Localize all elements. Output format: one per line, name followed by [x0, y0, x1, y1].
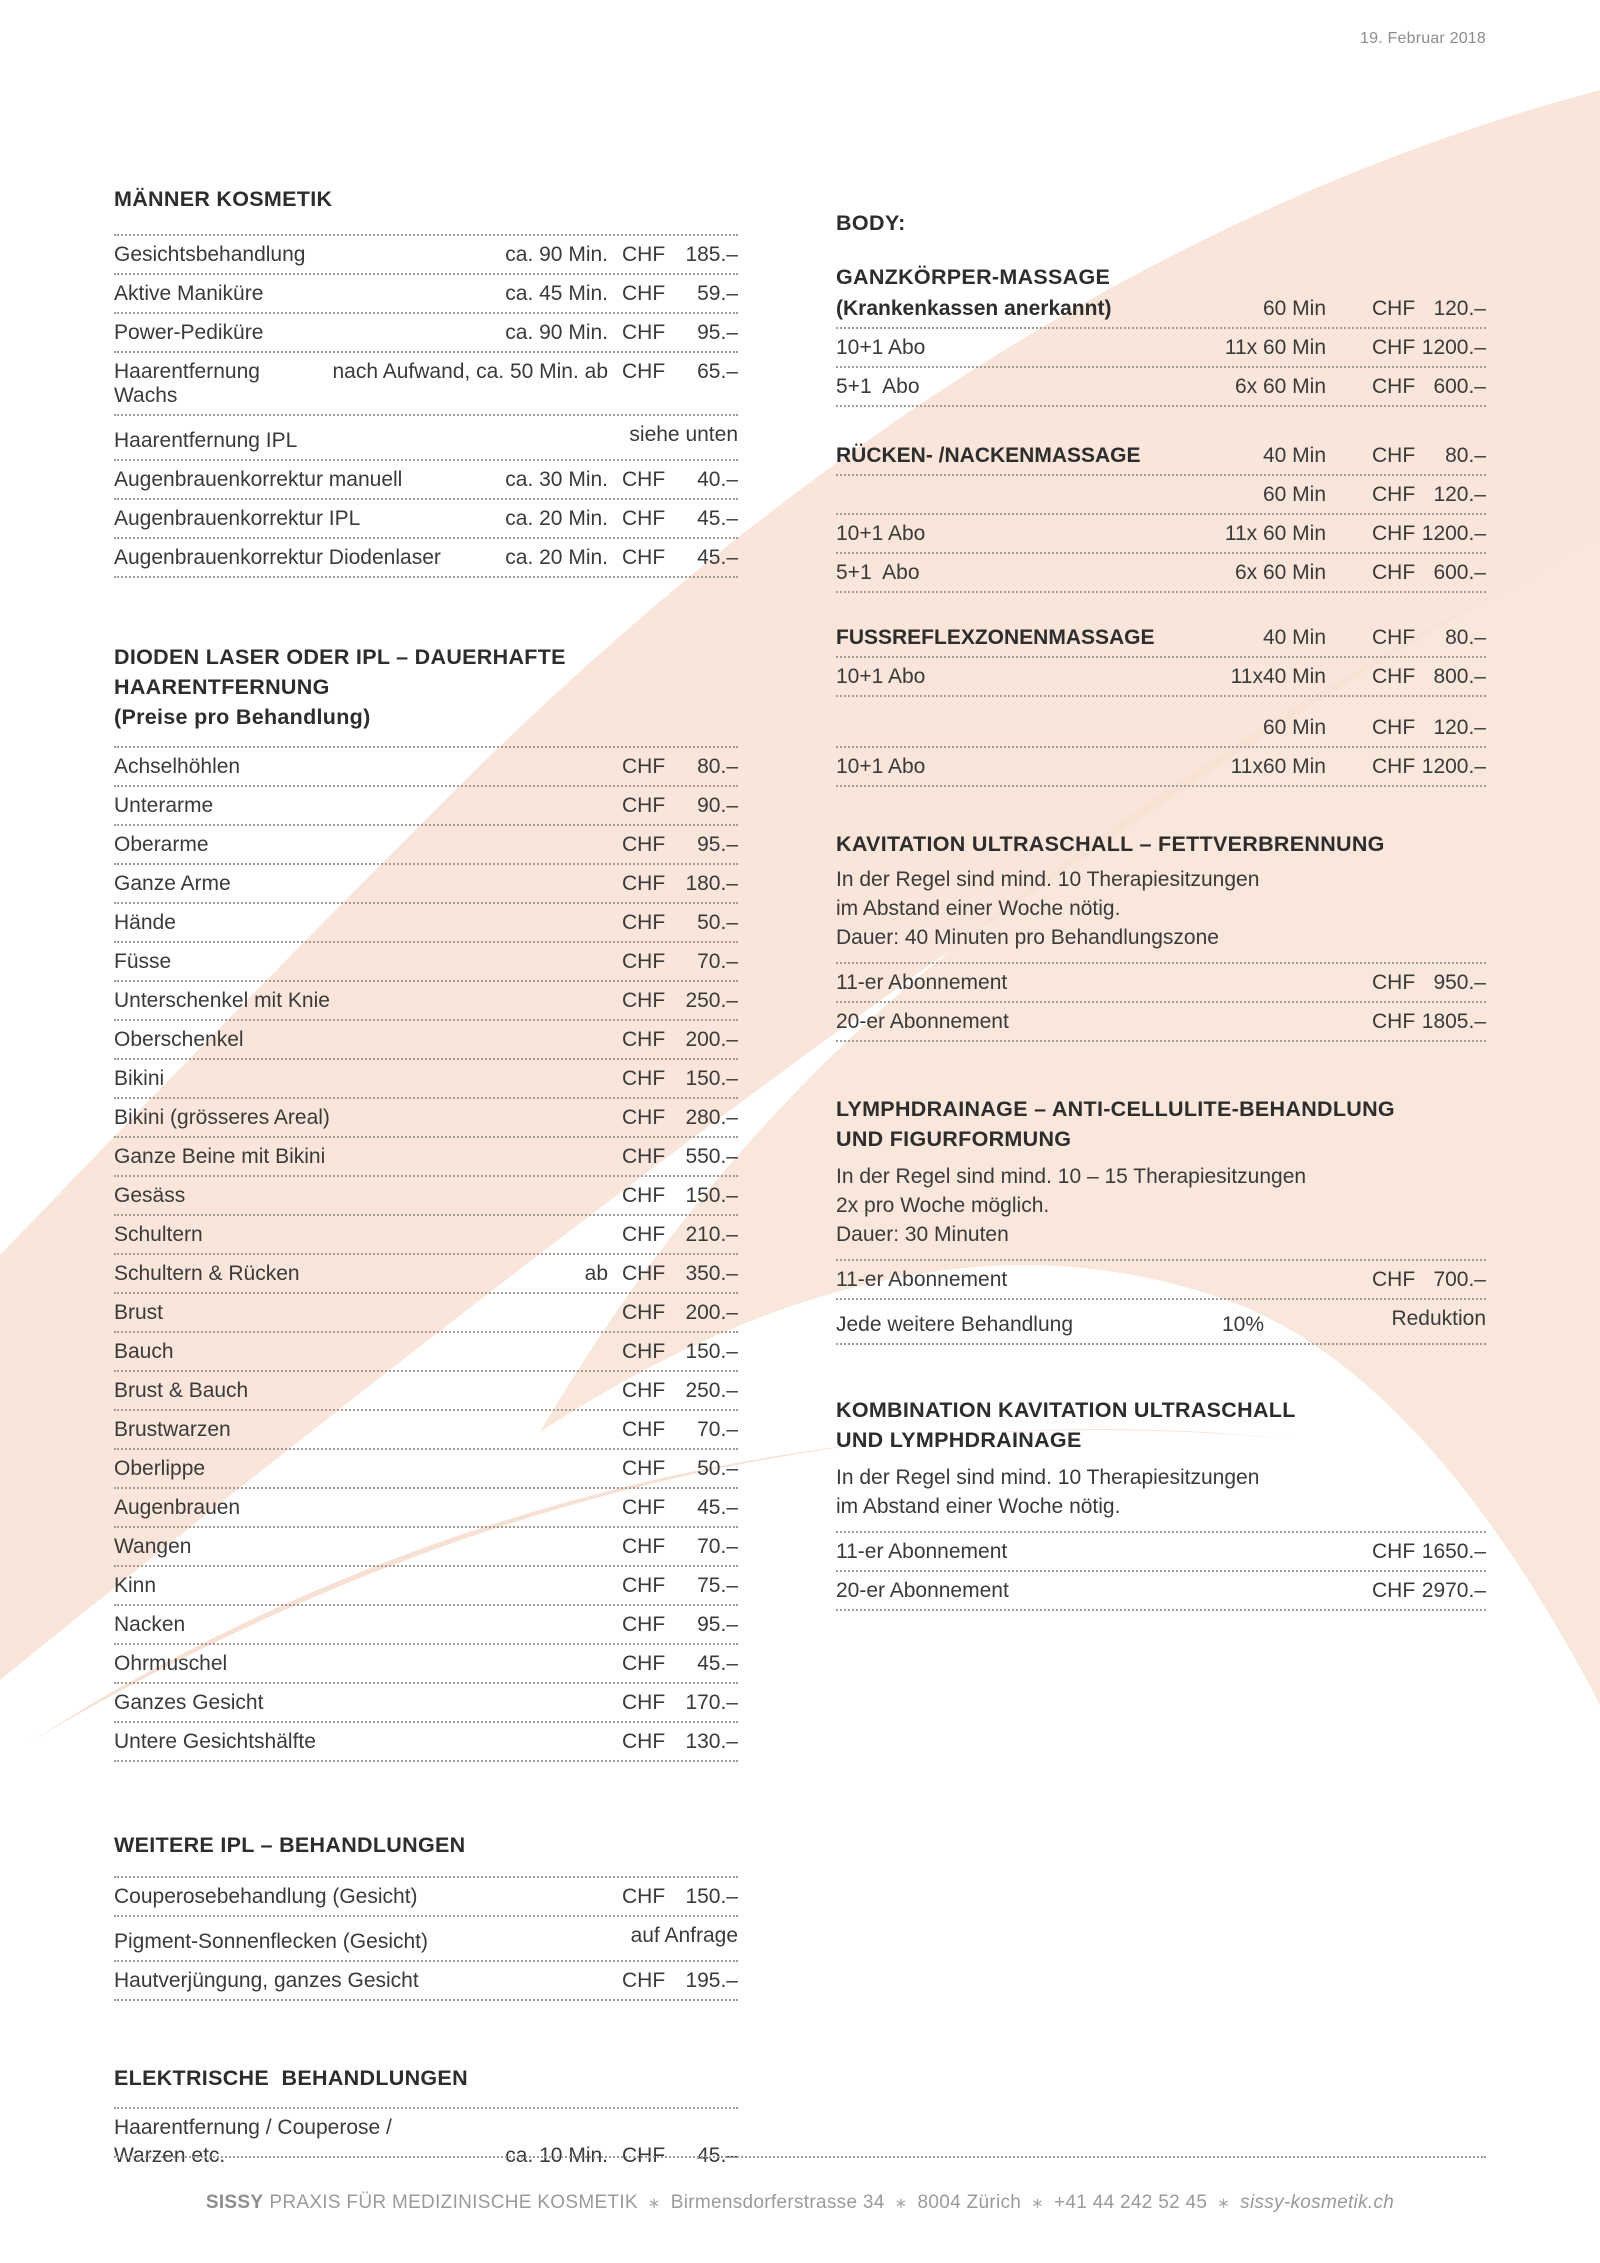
price-row [114, 353, 738, 416]
price-row [114, 1099, 738, 1138]
price-row [836, 515, 1486, 554]
price-row [114, 1060, 738, 1099]
currency-label: CHF [1372, 336, 1416, 359]
currency-label: CHF [1372, 626, 1416, 649]
duration-label: 11x60 Min [1230, 755, 1326, 778]
service-label: Bikini [114, 1067, 165, 1090]
info-line: Dauer: 30 Minuten [836, 1223, 1009, 1246]
service-label: Oberschenkel [114, 1028, 244, 1051]
service-label: Pigment-Sonnenflecken (Gesicht) [114, 1930, 428, 1953]
price-value: 70.– [697, 950, 738, 973]
price-value: 45.– [697, 507, 738, 530]
table-kombination [836, 1533, 1486, 1611]
table-ganzkoerper [836, 329, 1486, 407]
price-value: 70.– [697, 1418, 738, 1441]
duration-label: 60 Min [1262, 716, 1326, 739]
info-line: In der Regel sind mind. 10 Therapiesitzungen [836, 868, 1260, 891]
left-column [114, 186, 738, 2174]
service-label: Bauch [114, 1340, 174, 1363]
currency-label: CHF [622, 1262, 666, 1285]
price-row [114, 1138, 738, 1177]
service-label: (Krankenkassen anerkannt) [836, 297, 1112, 320]
currency-label: CHF [622, 1885, 666, 1908]
price-value: 1650.– [1421, 1540, 1486, 1563]
price-row [114, 1878, 738, 1917]
price-value: 200.– [685, 1301, 738, 1324]
price-value: 250.– [685, 989, 738, 1012]
price-row [114, 1216, 738, 1255]
section-title-weitere-ipl: WEITERE IPL – BEHANDLUNGEN [114, 1833, 466, 1857]
service-label: Schultern & Rücken [114, 1262, 300, 1285]
service-label: Gesichtsbehandlung [114, 243, 306, 266]
price-value: 65.– [697, 360, 738, 383]
price-row [114, 865, 738, 904]
document-date: 19. Februar 2018 [1360, 30, 1486, 47]
price-value: 2970.– [1421, 1579, 1486, 1602]
price-value: siehe unten [629, 423, 738, 446]
price-row [114, 1333, 738, 1372]
discount-label: Reduktion [1391, 1307, 1486, 1330]
duration-label: ca. 10 Min. [505, 2144, 608, 2167]
price-row [114, 2142, 738, 2174]
price-row [114, 236, 738, 275]
service-label: Couperosebehandlung (Gesicht) [114, 1885, 418, 1908]
price-row [114, 1021, 738, 1060]
price-value: 600.– [1433, 375, 1486, 398]
currency-label: CHF [1372, 665, 1416, 688]
service-label: Ganze Arme [114, 872, 231, 895]
price-row [836, 554, 1486, 593]
price-row [114, 943, 738, 982]
section-title-kombination: KOMBINATION KAVITATION ULTRASCHALL [836, 1398, 1296, 1422]
price-value: 210.– [685, 1223, 738, 1246]
price-row [114, 461, 738, 500]
service-label: Brust & Bauch [114, 1379, 249, 1402]
price-value: 95.– [697, 833, 738, 856]
currency-label: CHF [622, 1145, 666, 1168]
price-row [836, 368, 1486, 407]
table-lymphdrainage [836, 1261, 1486, 1300]
price-row [114, 1567, 738, 1606]
currency-label: CHF [622, 507, 666, 530]
currency-label: CHF [622, 1613, 666, 1636]
price-value: 50.– [697, 911, 738, 934]
abo-label: 11-er Abonnement [836, 1540, 1008, 1563]
price-value: 1200.– [1421, 336, 1486, 359]
service-label: Brust [114, 1301, 164, 1324]
service-label: Untere Gesichtshälfte [114, 1730, 316, 1753]
price-value: 200.– [685, 1028, 738, 1051]
currency-label: CHF [622, 1223, 666, 1246]
duration-label: 40 Min [1262, 444, 1326, 467]
section-info-kavitation [836, 865, 1486, 952]
price-value: 170.– [685, 1691, 738, 1714]
currency-label: CHF [622, 794, 666, 817]
service-label: Ganze Beine mit Bikini [114, 1145, 326, 1168]
section-title-ruecken: RÜCKEN- /NACKENMASSAGE [836, 444, 1141, 467]
price-row [114, 904, 738, 943]
price-value: 45.– [697, 1652, 738, 1675]
duration-label: ca. 20 Min. [505, 507, 608, 530]
duration-label: ca. 20 Min. [505, 546, 608, 569]
service-label: Hautverjüngung, ganzes Gesicht [114, 1969, 419, 1992]
currency-label: CHF [622, 1028, 666, 1051]
price-row [114, 1372, 738, 1411]
price-row [836, 1533, 1486, 1572]
price-value: 59.– [697, 282, 738, 305]
service-label: Oberlippe [114, 1457, 206, 1480]
asterisk-separator-icon: ∗ [894, 2195, 908, 2212]
duration-label: 6x 60 Min [1234, 375, 1326, 398]
price-value: 350.– [685, 1262, 738, 1285]
footer [0, 2192, 1600, 2214]
service-label: Augenbrauen [114, 1496, 241, 1519]
table-kavitation [836, 964, 1486, 1042]
currency-label: CHF [1372, 1540, 1416, 1563]
info-line: Dauer: 40 Minuten pro Behandlungszone [836, 926, 1219, 949]
price-value: 80.– [697, 755, 738, 778]
price-row [836, 748, 1486, 787]
currency-label: CHF [622, 468, 666, 491]
price-value: 195.– [685, 1969, 738, 1992]
abo-label: 5+1 Abo [836, 375, 920, 398]
currency-label: CHF [622, 1184, 666, 1207]
price-row [836, 476, 1486, 515]
price-row [836, 964, 1486, 1003]
price-row [114, 1411, 738, 1450]
abo-label: 10+1 Abo [836, 665, 926, 688]
price-value: 950.– [1433, 971, 1486, 994]
service-label: Jede weitere Behandlung [836, 1313, 1074, 1336]
footer-divider [114, 2156, 1486, 2158]
price-value: 50.– [697, 1457, 738, 1480]
price-row [836, 697, 1486, 748]
currency-label: CHF [622, 755, 666, 778]
service-label: Füsse [114, 950, 172, 973]
currency-label: CHF [622, 1301, 666, 1324]
price-row [114, 1962, 738, 2001]
table-weitere-ipl [114, 1878, 738, 2001]
section-title-body: BODY: [836, 211, 906, 235]
duration-label: nach Aufwand, ca. 50 Min. ab [332, 360, 608, 383]
price-value: 150.– [685, 1184, 738, 1207]
currency-label: CHF [622, 833, 666, 856]
service-label: Unterarme [114, 794, 214, 817]
section-title-lymphdrainage: LYMPHDRAINAGE – ANTI-CELLULITE-BEHANDLUNG [836, 1097, 1395, 1121]
currency-label: CHF [1372, 483, 1416, 506]
currency-label: CHF [622, 243, 666, 266]
price-row [836, 658, 1486, 697]
currency-label: CHF [1372, 1268, 1416, 1291]
duration-label: ca. 90 Min. [505, 321, 608, 344]
section-info-kombination [836, 1463, 1486, 1521]
abo-label: 11-er Abonnement [836, 1268, 1008, 1291]
discount-value: 10% [1222, 1313, 1265, 1336]
price-row [114, 1645, 738, 1684]
price-value: 250.– [685, 1379, 738, 1402]
section-title-elektrische: ELEKTRISCHE BEHANDLUNGEN [114, 2066, 468, 2090]
price-value: 120.– [1433, 483, 1486, 506]
price-row [836, 619, 1486, 658]
price-value: 1805.– [1421, 1010, 1486, 1033]
service-label: Power-Pediküre [114, 321, 264, 344]
table-fussreflex [836, 658, 1486, 787]
duration-label: ca. 45 Min. [505, 282, 608, 305]
price-row [114, 1255, 738, 1294]
currency-label: CHF [622, 1652, 666, 1675]
service-label: Achselhöhlen [114, 755, 241, 778]
info-line: In der Regel sind mind. 10 Therapiesitzungen [836, 1466, 1260, 1489]
currency-label: CHF [1372, 522, 1416, 545]
currency-label: CHF [622, 1691, 666, 1714]
table-dioden-laser [114, 748, 738, 1762]
service-label: Hände [114, 911, 176, 934]
brand-tagline: PRAXIS FÜR MEDIZINISCHE KOSMETIK [269, 2192, 638, 2213]
service-label: Haarentfernung IPL [114, 429, 298, 452]
abo-label: 20-er Abonnement [836, 1010, 1009, 1033]
brand-name: SISSY [205, 2192, 264, 2213]
price-row [114, 826, 738, 865]
service-label: Warzen etc. [114, 2144, 226, 2167]
asterisk-separator-icon: ∗ [647, 2195, 661, 2212]
currency-label: CHF [622, 1730, 666, 1753]
info-line: im Abstand einer Woche nötig. [836, 897, 1121, 920]
price-value: 45.– [697, 1496, 738, 1519]
price-row [114, 1177, 738, 1216]
currency-label: CHF [622, 546, 666, 569]
price-row [114, 314, 738, 353]
price-row [836, 437, 1486, 476]
price-row [114, 1684, 738, 1723]
abo-label: 20-er Abonnement [836, 1579, 1009, 1602]
currency-label: CHF [622, 2144, 666, 2167]
price-value: 800.– [1433, 665, 1486, 688]
section-title-kavitation: KAVITATION ULTRASCHALL – FETTVERBRENNUNG [836, 832, 1385, 856]
price-value: auf Anfrage [630, 1924, 738, 1947]
right-column [836, 211, 1486, 1611]
duration-label: ca. 30 Min. [505, 468, 608, 491]
currency-label: CHF [1372, 971, 1416, 994]
currency-label: CHF [622, 1457, 666, 1480]
price-row [114, 1294, 738, 1333]
abo-label: 5+1 Abo [836, 561, 920, 584]
price-row [836, 290, 1486, 329]
price-row [114, 1606, 738, 1645]
asterisk-separator-icon: ∗ [1217, 2195, 1231, 2212]
section-title-lymphdrainage-2: UND FIGURFORMUNG [836, 1127, 1072, 1151]
section-title-fussreflex: FUSSREFLEXZONENMASSAGE [836, 626, 1155, 649]
currency-label: CHF [622, 1106, 666, 1129]
currency-label: CHF [622, 872, 666, 895]
abo-label: 10+1 Abo [836, 522, 926, 545]
currency-label: CHF [622, 1496, 666, 1519]
service-label: Unterschenkel mit Knie [114, 989, 330, 1012]
price-row [114, 1450, 738, 1489]
currency-label: CHF [622, 282, 666, 305]
currency-label: CHF [622, 1340, 666, 1363]
currency-label: CHF [622, 911, 666, 934]
price-row [114, 416, 738, 461]
footer-address-street: Birmensdorferstrasse 34 [670, 2192, 885, 2213]
currency-label: CHF [1372, 716, 1416, 739]
section-title-kombination-2: UND LYMPHDRAINAGE [836, 1428, 1082, 1452]
duration-label: 6x 60 Min [1234, 561, 1326, 584]
currency-label: CHF [622, 950, 666, 973]
footer-website: sissy-kosmetik.ch [1240, 2192, 1395, 2213]
currency-label: CHF [1372, 561, 1416, 584]
price-row [114, 1917, 738, 1962]
service-label: Augenbrauenkorrektur IPL [114, 507, 361, 530]
price-row [114, 982, 738, 1021]
section-info-lymphdrainage [836, 1162, 1486, 1249]
service-label: Oberarme [114, 833, 209, 856]
service-label: Kinn [114, 1574, 157, 1597]
price-value: 280.– [685, 1106, 738, 1129]
price-value: 1200.– [1421, 755, 1486, 778]
service-label: Wangen [114, 1535, 192, 1558]
price-value: 40.– [697, 468, 738, 491]
service-label: Haarentfernung / Couperose / [114, 2116, 392, 2139]
price-value: 185.– [685, 243, 738, 266]
service-label: Augenbrauenkorrektur Diodenlaser [114, 546, 441, 569]
service-label: Augenbrauenkorrektur manuell [114, 468, 403, 491]
info-line: im Abstand einer Woche nötig. [836, 1495, 1121, 1518]
price-value: 130.– [685, 1730, 738, 1753]
duration-label: 60 Min [1262, 297, 1326, 320]
service-label: Nacken [114, 1613, 186, 1636]
currency-label: CHF [622, 989, 666, 1012]
price-row [836, 1003, 1486, 1042]
service-label: Ganzes Gesicht [114, 1691, 264, 1714]
price-value: 80.– [1445, 444, 1486, 467]
table-maenner-kosmetik [114, 236, 738, 578]
price-value: 150.– [685, 1885, 738, 1908]
price-value: 1200.– [1421, 522, 1486, 545]
price-row [114, 748, 738, 787]
price-row [836, 329, 1486, 368]
price-value: 80.– [1445, 626, 1486, 649]
price-value: 70.– [697, 1535, 738, 1558]
table-ruecken [836, 476, 1486, 593]
currency-label: CHF [1372, 1010, 1416, 1033]
price-value: 180.– [685, 872, 738, 895]
service-label: Bikini (grösseres Areal) [114, 1106, 330, 1129]
price-value: 150.– [685, 1340, 738, 1363]
duration-label: ca. 90 Min. [505, 243, 608, 266]
price-row [114, 1489, 738, 1528]
price-value: 45.– [697, 2144, 738, 2167]
price-value: 90.– [697, 794, 738, 817]
section-title-dioden-laser: DIODEN LASER ODER IPL – DAUERHAFTE HAARENTFERNUNG [114, 645, 566, 699]
currency-label: CHF [1372, 375, 1416, 398]
service-label: Aktive Maniküre [114, 282, 264, 305]
currency-label: CHF [622, 1574, 666, 1597]
abo-label: 10+1 Abo [836, 755, 926, 778]
duration-label: 40 Min [1262, 626, 1326, 649]
abo-label: 11-er Abonnement [836, 971, 1008, 994]
footer-address-city: 8004 Zürich [917, 2192, 1022, 2213]
price-row [114, 787, 738, 826]
duration-label: 11x40 Min [1230, 665, 1326, 688]
service-label: Schultern [114, 1223, 203, 1246]
price-row [114, 539, 738, 578]
price-prefix: ab [584, 1262, 608, 1285]
section-title-ganzkoerper: GANZKÖRPER-MASSAGE [836, 265, 1111, 289]
currency-label: CHF [622, 1067, 666, 1090]
price-row [114, 1723, 738, 1762]
currency-label: CHF [1372, 1579, 1416, 1602]
price-value: 120.– [1433, 716, 1486, 739]
price-value: 95.– [697, 321, 738, 344]
currency-label: CHF [622, 360, 666, 383]
currency-label: CHF [622, 1535, 666, 1558]
price-value: 120.– [1433, 297, 1486, 320]
price-value: 550.– [685, 1145, 738, 1168]
footer-phone: +41 44 242 52 45 [1054, 2192, 1208, 2213]
duration-label: 11x 60 Min [1224, 336, 1326, 359]
price-value: 700.– [1433, 1268, 1486, 1291]
asterisk-separator-icon: ∗ [1031, 2195, 1045, 2212]
price-value: 45.– [697, 546, 738, 569]
price-row [114, 1528, 738, 1567]
price-row [836, 1261, 1486, 1300]
service-label: Brustwarzen [114, 1418, 231, 1441]
currency-label: CHF [622, 1418, 666, 1441]
service-label: Haarentfernung Wachs [114, 360, 260, 407]
duration-label: 60 Min [1262, 483, 1326, 506]
price-value: 150.– [685, 1067, 738, 1090]
section-subtitle-dioden-laser: (Preise pro Behandlung) [114, 705, 371, 729]
duration-label: 11x 60 Min [1224, 522, 1326, 545]
currency-label: CHF [1372, 297, 1416, 320]
section-title-maenner-kosmetik: MÄNNER KOSMETIK [114, 187, 333, 211]
service-label: Gesäss [114, 1184, 186, 1207]
price-value: 75.– [697, 1574, 738, 1597]
price-value: 95.– [697, 1613, 738, 1636]
price-row [114, 2109, 738, 2142]
price-row [836, 1572, 1486, 1611]
currency-label: CHF [622, 1969, 666, 1992]
currency-label: CHF [622, 1379, 666, 1402]
currency-label: CHF [1372, 444, 1416, 467]
info-line: In der Regel sind mind. 10 – 15 Therapiesitzungen [836, 1165, 1307, 1188]
price-value: 600.– [1433, 561, 1486, 584]
abo-label: 10+1 Abo [836, 336, 926, 359]
service-label: Ohrmuschel [114, 1652, 228, 1675]
price-row [114, 275, 738, 314]
info-line: 2x pro Woche möglich. [836, 1194, 1050, 1217]
currency-label: CHF [622, 321, 666, 344]
price-row [114, 500, 738, 539]
currency-label: CHF [1372, 755, 1416, 778]
price-row [836, 1300, 1486, 1345]
